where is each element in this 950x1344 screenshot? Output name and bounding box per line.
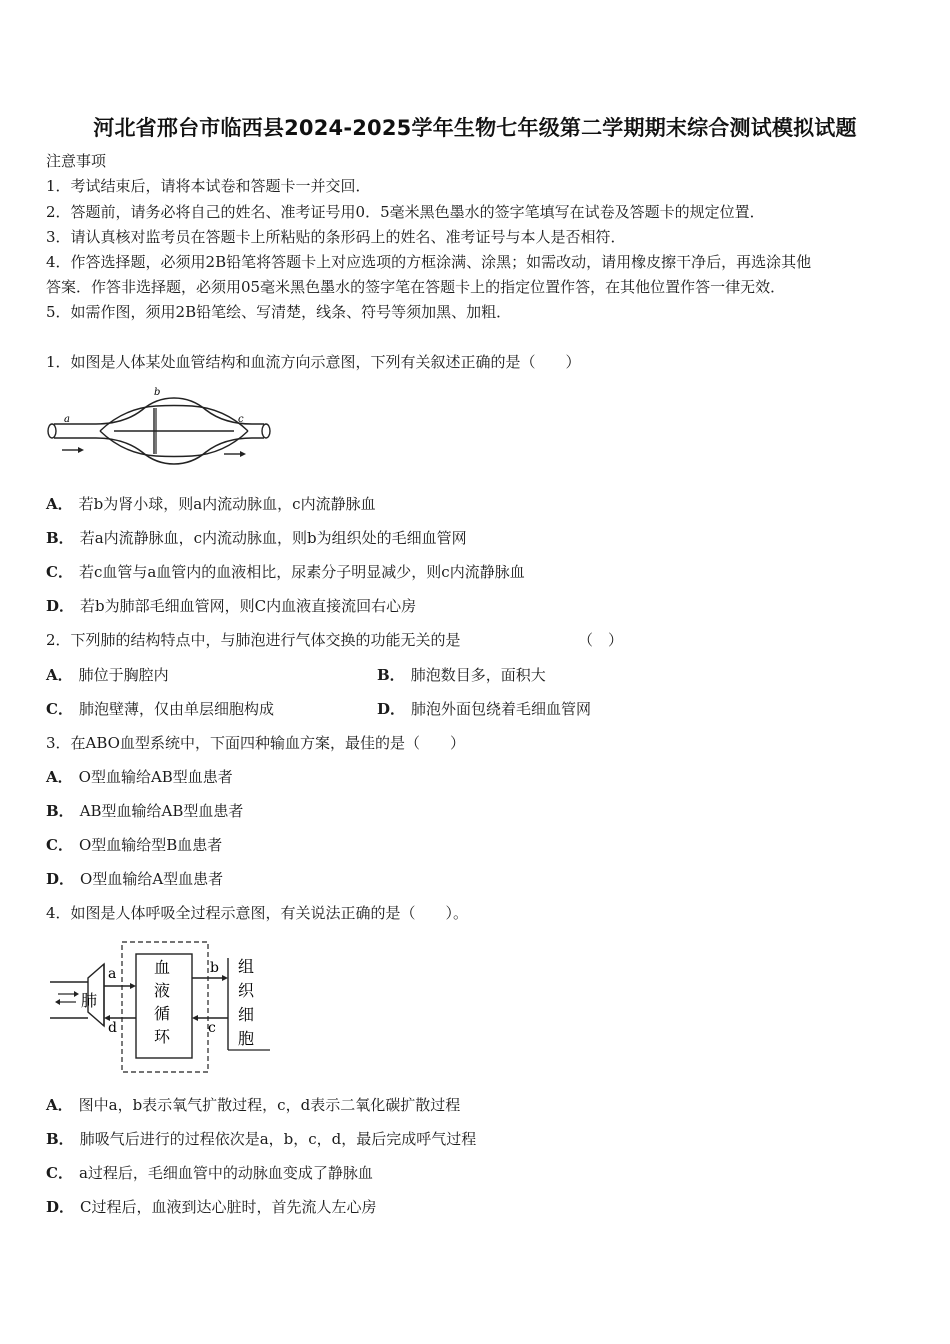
option-letter: C．	[46, 836, 73, 854]
option-item	[46, 1129, 476, 1149]
answer-bracket: （ ）	[578, 631, 624, 649]
figure-label-a: a	[64, 414, 70, 425]
question-4-stem: 4．如图是人体呼吸全过程示意图，有关说法正确的是（ ）。	[46, 904, 469, 922]
option-text: 肺泡外面包绕着毛细血管网	[411, 700, 592, 718]
option-text: 若c血管与a血管内的血液相比，尿素分子明显减少，则c内流静脉血	[78, 563, 525, 581]
option-letter: D．	[46, 870, 75, 888]
option-item	[46, 665, 169, 685]
figure-label-a: a	[108, 966, 117, 982]
notice-item: 1．考试结束后，请将本试卷和答题卡一并交回．	[46, 177, 371, 195]
option-letter: C．	[46, 700, 73, 718]
option-item	[46, 528, 467, 548]
figure-label-d: d	[108, 1020, 117, 1036]
option-item	[46, 1163, 373, 1183]
option-letter: A．	[46, 495, 73, 513]
notice-item: 5．如需作图，须用2B铅笔绘、写清楚，线条、符号等须加黑、加粗．	[46, 303, 512, 321]
figure-lung-label: 肺	[81, 991, 98, 1010]
tissue-char: 细	[238, 1005, 255, 1024]
blood-char: 环	[154, 1027, 171, 1046]
option-item	[377, 665, 546, 685]
option-letter: D．	[46, 597, 75, 615]
option-text: 图中a，b表示氧气扩散过程，c，d表示二氧化碳扩散过程	[78, 1096, 461, 1114]
option-text: 肺泡壁薄，仅由单层细胞构成	[78, 700, 274, 718]
blood-char: 液	[154, 981, 171, 1000]
option-text: 若b为肾小球，则a内流动脉血，c内流静脉血	[78, 495, 376, 513]
option-text: O型血输给AB型血患者	[78, 768, 233, 786]
notice-item: 4．作答选择题，必须用2B铅笔将答题卡上对应选项的方框涂满、涂黑；如需改动，请用橡皮擦干净后，再选涂其他	[46, 253, 812, 271]
blood-vessel-figure	[44, 386, 272, 474]
option-text: O型血输给型B血患者	[78, 836, 223, 854]
option-text: a过程后，毛细血管中的动脉血变成了静脉血	[78, 1164, 373, 1182]
figure-label-b: b	[210, 960, 219, 976]
notice-heading: 注意事项	[46, 152, 107, 170]
option-letter: C．	[46, 563, 73, 581]
option-text: 肺位于胸腔内	[78, 666, 169, 684]
option-letter: B．	[46, 1130, 74, 1148]
option-letter: A．	[46, 1096, 73, 1114]
option-letter: B．	[46, 529, 74, 547]
option-item	[46, 494, 376, 514]
option-letter: D．	[377, 700, 406, 718]
figure-label-b: b	[154, 387, 161, 398]
option-item	[46, 835, 222, 855]
figure-label-c: c	[208, 1020, 216, 1036]
question-3-stem: 3．在ABO血型系统中，下面四种输血方案，最佳的是（ ）	[46, 734, 465, 752]
notice-item: 3．请认真核对监考员在答题卡上所粘贴的条形码上的姓名、准考证号与本人是否相符．	[46, 228, 626, 246]
option-letter: B．	[46, 802, 74, 820]
blood-char: 循	[154, 1004, 171, 1023]
option-item	[46, 801, 243, 821]
option-letter: C．	[46, 1164, 73, 1182]
figure-label-c: c	[238, 414, 244, 425]
option-text: C过程后，血液到达心脏时，首先流人左心房	[80, 1198, 377, 1216]
option-text: AB型血输给AB型血患者	[79, 802, 244, 820]
page-title: 河北省邢台市临西县2024-2025学年生物七年级第二学期期末综合测试模拟试题	[93, 116, 857, 140]
option-item	[46, 562, 525, 582]
option-text: O型血输给A型血患者	[80, 870, 224, 888]
notice-item: 2．答题前，请务必将自己的姓名、准考证号用0．5毫米黑色墨水的签字笔填写在试卷及答题卡的规定位置．	[46, 203, 765, 221]
option-item	[46, 1095, 460, 1115]
question-2-stem: 2．下列肺的结构特点中，与肺泡进行气体交换的功能无关的是	[46, 631, 461, 649]
tissue-char: 胞	[238, 1029, 255, 1048]
option-item	[46, 596, 416, 616]
option-letter: A．	[46, 666, 73, 684]
tissue-char: 组	[238, 957, 255, 976]
option-letter: B．	[377, 666, 405, 684]
question-1-stem: 1．如图是人体某处血管结构和血流方向示意图，下列有关叙述正确的是（ ）	[46, 353, 581, 371]
notice-item: 答案．作答非选择题，必须用05毫米黑色墨水的签字笔在答题卡上的指定位置作答，在其他位置作答一律无效．	[46, 278, 786, 296]
option-text: 肺吸气后进行的过程依次是a，b，c，d，最后完成呼气过程	[79, 1130, 477, 1148]
option-item	[46, 869, 223, 889]
option-text: 若a内流静脉血，c内流动脉血，则b为组织处的毛细血管网	[79, 529, 467, 547]
option-text: 若b为肺部毛细血管网，则C内血液直接流回右心房	[80, 597, 417, 615]
option-text: 肺泡数目多，面积大	[410, 666, 546, 684]
option-letter: A．	[46, 768, 73, 786]
blood-char: 血	[154, 958, 171, 977]
option-item	[46, 1197, 377, 1217]
option-item	[46, 767, 233, 787]
option-item	[377, 699, 591, 719]
respiration-figure	[44, 938, 276, 1078]
option-item	[46, 699, 274, 719]
tissue-char: 织	[238, 981, 255, 1000]
option-letter: D．	[46, 1198, 75, 1216]
